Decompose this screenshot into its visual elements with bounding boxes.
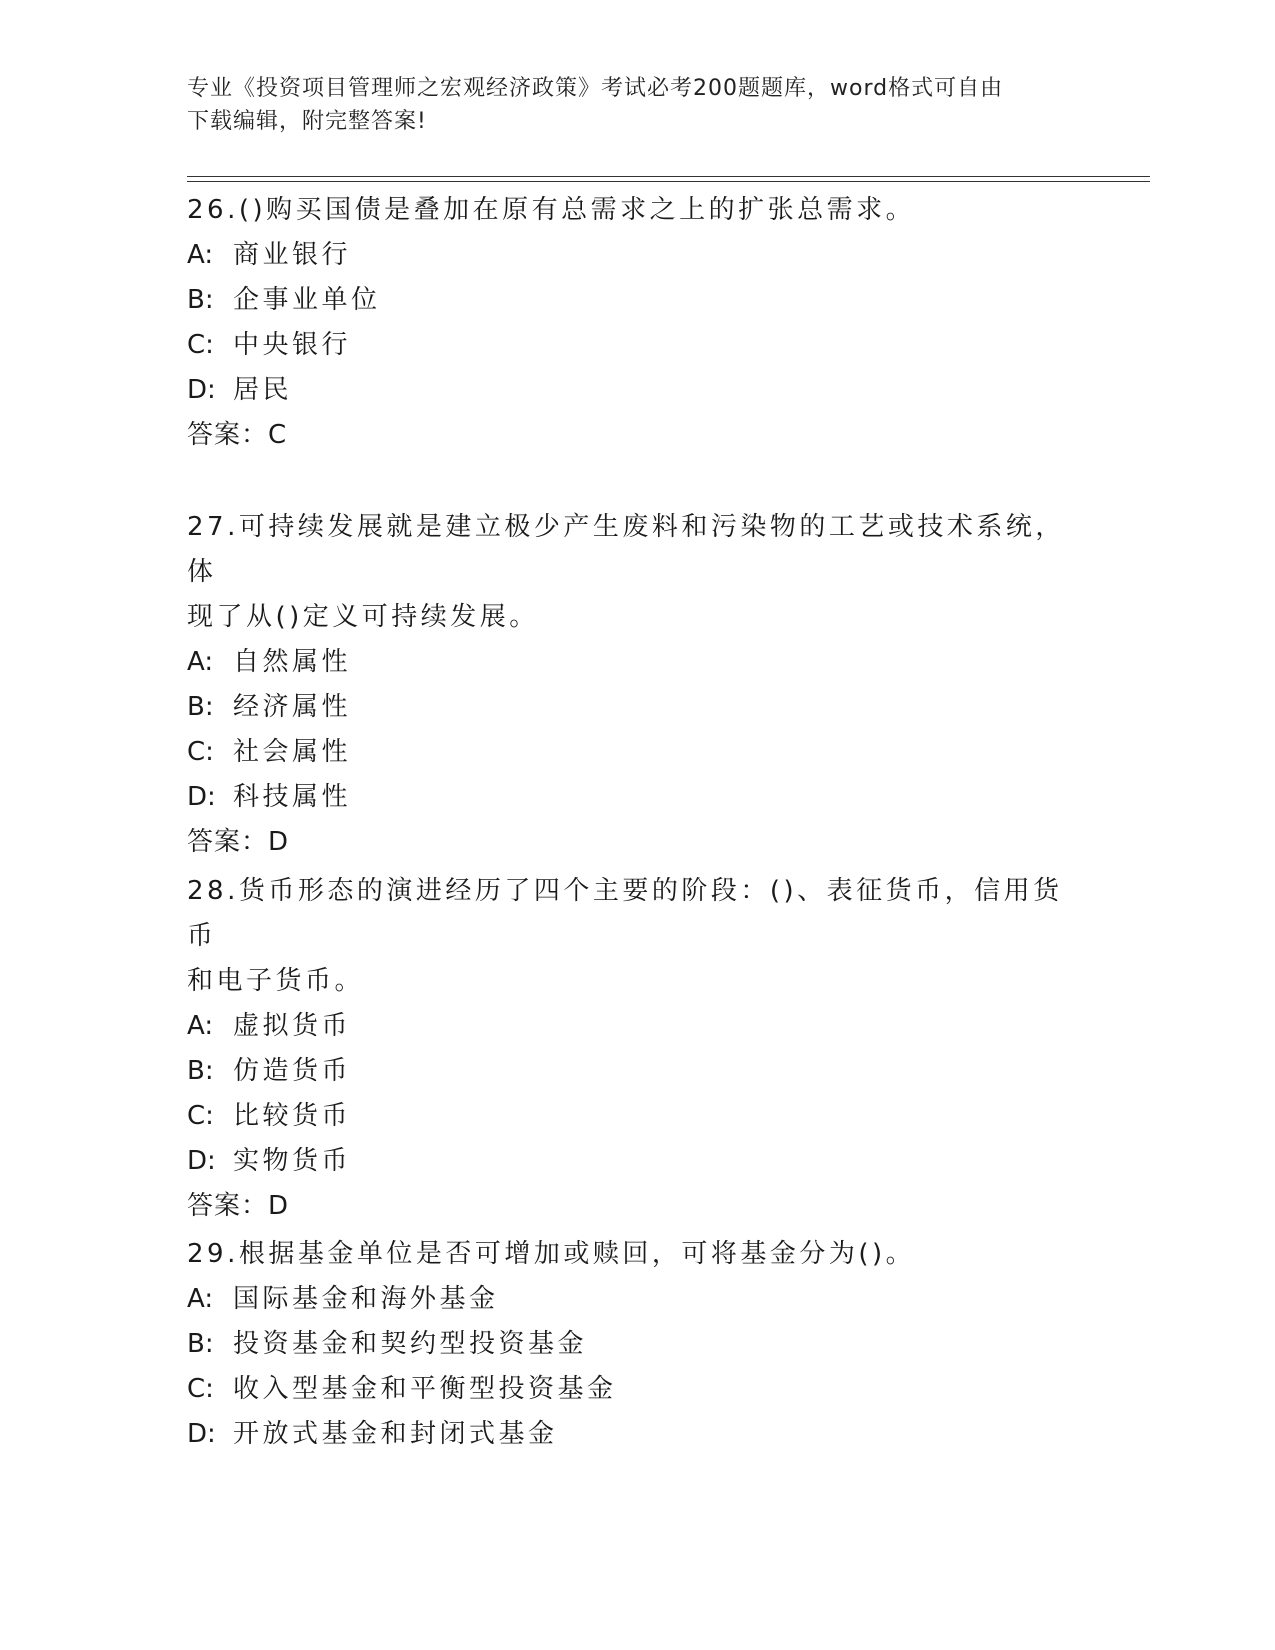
option-letter: B:: [187, 1056, 214, 1086]
option-text: 国际基金和海外基金: [233, 1284, 499, 1314]
question-stem-line-2: 和电子货币。: [187, 966, 365, 996]
question-29: [187, 1232, 1067, 1457]
option-c: [187, 730, 1067, 775]
header-line-2: 下载编辑，附完整答案!: [187, 109, 427, 134]
document-header: [187, 72, 1067, 138]
question-stem: 29.根据基金单位是否可增加或赎回，可将基金分为()。: [187, 1239, 916, 1269]
option-b: [187, 685, 1067, 730]
option-d: [187, 775, 1067, 820]
question-stem: 26.()购买国债是叠加在原有总需求之上的扩张总需求。: [187, 195, 916, 225]
option-a: [187, 233, 1067, 278]
option-text: 科技属性: [233, 782, 352, 812]
option-letter: C:: [187, 1374, 214, 1404]
question-28: [187, 869, 1067, 1229]
option-d: [187, 1139, 1067, 1184]
option-d: [187, 368, 1067, 413]
option-text: 仿造货币: [233, 1056, 352, 1086]
option-a: [187, 640, 1067, 685]
option-letter: B:: [187, 1329, 214, 1359]
option-c: [187, 323, 1067, 368]
option-a: [187, 1277, 1067, 1322]
question-stem-line-2: 现了从()定义可持续发展。: [187, 602, 539, 632]
option-letter: C:: [187, 1101, 214, 1131]
option-letter: D:: [187, 1146, 216, 1176]
option-text: 比较货币: [233, 1101, 352, 1131]
option-letter: C:: [187, 737, 214, 767]
option-text: 企事业单位: [233, 285, 381, 315]
option-text: 实物货币: [233, 1146, 352, 1176]
option-text: 社会属性: [233, 737, 352, 767]
option-text: 收入型基金和平衡型投资基金: [233, 1374, 617, 1404]
header-rule-bottom: [187, 181, 1150, 182]
option-letter: D:: [187, 1419, 216, 1449]
question-stem-line-1: 27.可持续发展就是建立极少产生废料和污染物的工艺或技术系统，体: [187, 512, 1065, 587]
option-letter: A:: [187, 240, 214, 270]
option-c: [187, 1094, 1067, 1139]
answer-line: 答案：D: [187, 827, 290, 857]
option-text: 经济属性: [233, 692, 352, 722]
option-text: 自然属性: [233, 647, 352, 677]
option-letter: A:: [187, 1011, 214, 1041]
option-b: [187, 1049, 1067, 1094]
option-text: 虚拟货币: [233, 1011, 352, 1041]
option-b: [187, 1322, 1067, 1367]
option-letter: A:: [187, 647, 214, 677]
option-text: 中央银行: [233, 330, 352, 360]
option-letter: C:: [187, 330, 214, 360]
option-text: 投资基金和契约型投资基金: [233, 1329, 588, 1359]
question-26: [187, 188, 1067, 458]
question-stem-line-1: 28.货币形态的演进经历了四个主要的阶段：()、表征货币，信用货币: [187, 876, 1063, 951]
answer-line: 答案：D: [187, 1191, 290, 1221]
option-a: [187, 1004, 1067, 1049]
option-c: [187, 1367, 1067, 1412]
question-27: [187, 505, 1067, 865]
option-letter: A:: [187, 1284, 214, 1314]
option-letter: B:: [187, 285, 214, 315]
option-d: [187, 1412, 1067, 1457]
option-letter: B:: [187, 692, 214, 722]
option-text: 居民: [233, 375, 293, 405]
option-letter: D:: [187, 375, 216, 405]
answer-line: 答案：C: [187, 420, 288, 450]
option-text: 开放式基金和封闭式基金: [233, 1419, 558, 1449]
header-line-1: 专业《投资项目管理师之宏观经济政策》考试必考200题题库，word格式可自由: [187, 76, 1004, 101]
option-letter: D:: [187, 782, 216, 812]
header-rule-top: [187, 176, 1150, 177]
option-b: [187, 278, 1067, 323]
option-text: 商业银行: [233, 240, 352, 270]
